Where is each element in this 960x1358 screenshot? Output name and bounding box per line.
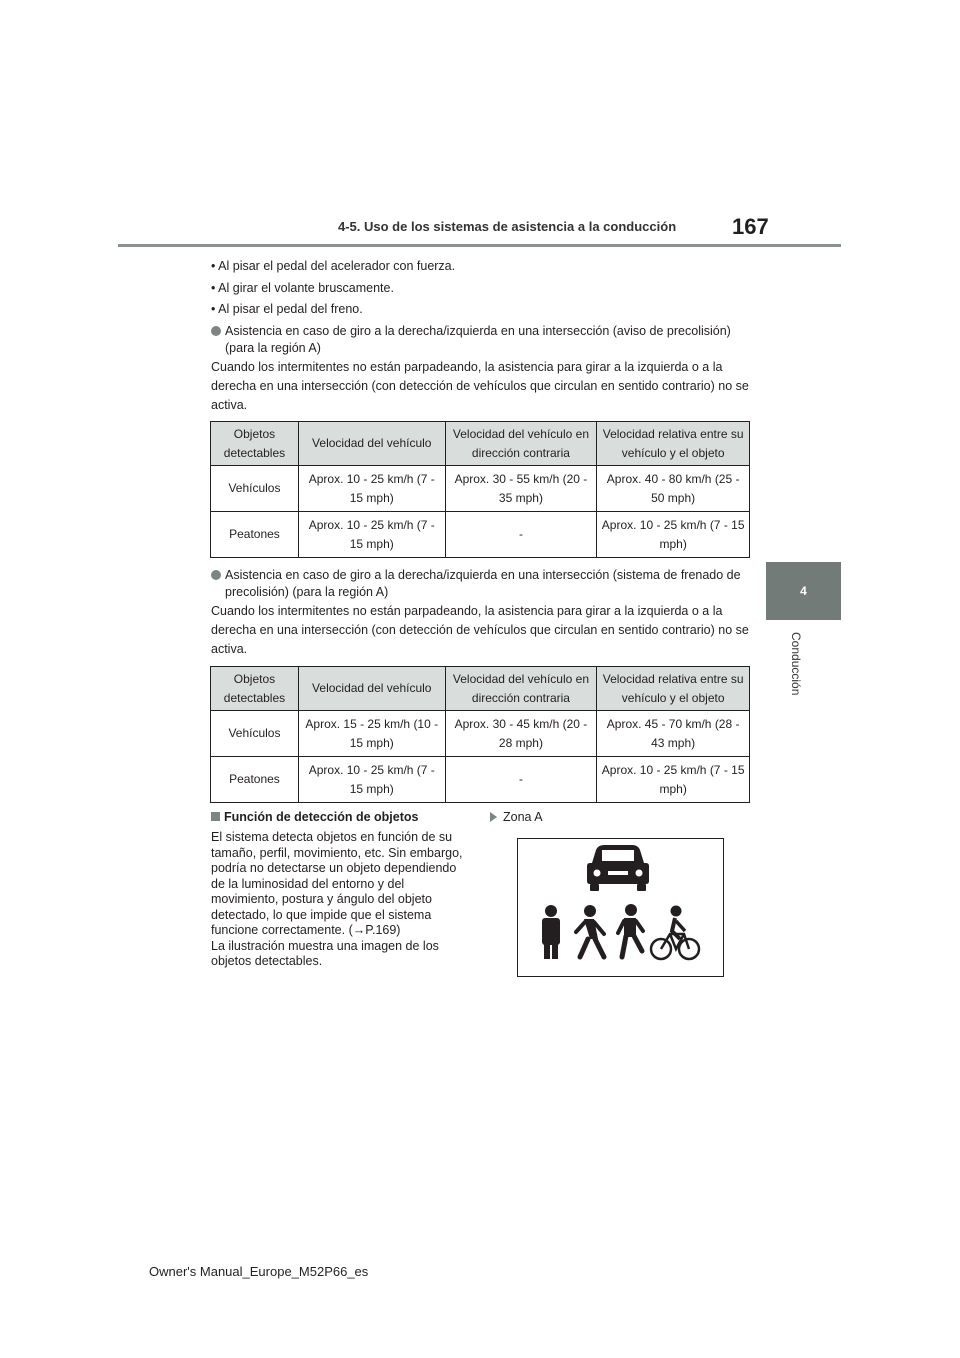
table-cell: Aprox. 30 - 45 km/h (20 - 28 mph) [445,711,597,757]
table-header-cell: Velocidad relativa entre su vehículo y el objeto [597,667,750,711]
circle-bullet-icon [211,326,221,336]
pedestrian-standing-icon [542,905,560,959]
table-cell: Aprox. 10 - 25 km/h (7 - 15 mph) [597,512,750,558]
section2-heading [211,567,751,601]
section2-text: Cuando los intermitentes no están parpadeando, la asistencia para girar a la izquierda o a la derecha en una intersección (con detección de vehículos que circulan en sentido contrario) no se activa. [211,604,749,656]
table-row [211,757,750,803]
bullet-item: • Al pisar el pedal del acelerador con fuerza. [211,259,456,273]
table-cell: - [445,757,597,803]
table-row [211,512,750,558]
table-cell: Aprox. 30 - 55 km/h (20 - 35 mph) [445,466,597,512]
section1-text: Cuando los intermitentes no están parpadeando, la asistencia para girar a la izquierda o a la derecha en una intersección (con detección de vehículos que circulan en sentido contrario) no se activa. [211,360,749,412]
table-header-cell: Velocidad del vehículo [298,667,445,711]
triangle-right-icon [490,812,497,822]
zone-label [490,810,543,824]
zone-label-text: Zona A [503,810,543,824]
table-row [211,466,750,512]
footer-text: Owner's Manual_Europe_M52P66_es [149,1264,369,1279]
section1-heading-text: Asistencia en caso de giro a la derecha/izquierda en una intersección (aviso de precolisión) (para la región A) [225,324,731,355]
bullet-item: • Al girar el volante bruscamente. [211,281,394,295]
detection-body-text: El sistema detecta objetos en función de su tamaño, perfil, movimiento, etc. Sin embargo, podría no detectarse un objeto dependiendo de la luminosidad del entorno y del movimiento, postura y ángulo del objeto detectado, lo que impide que el sistema funcione correctamente. ( [211,830,463,937]
detection-body-text-2: La ilustración muestra una imagen de los objetos detectables. [211,938,439,968]
table-cell: Peatones [211,512,299,558]
table-header-row [211,667,750,711]
table-header-cell: Objetos detectables [211,667,299,711]
table-cell: Aprox. 10 - 25 km/h (7 - 15 mph) [298,466,445,512]
chapter-label [789,632,805,712]
table-header-cell: Velocidad del vehículo en dirección contraria [445,422,597,466]
table-header-cell: Velocidad del vehículo [298,422,445,466]
pedestrian-walking-icon [576,905,604,957]
detection-body [211,830,469,970]
page-reference-link[interactable]: P.169) [365,923,401,937]
table-row [211,711,750,757]
chapter-label-text: Conducción [789,632,803,696]
table-cell: Aprox. 40 - 80 km/h (25 - 50 mph) [597,466,750,512]
bicycle-icon [651,906,699,960]
chapter-tab: 4 [766,562,841,620]
table-cell: Vehículos [211,711,299,757]
section2-table [210,666,750,803]
page-number: 167 [732,214,769,239]
header-rule [118,244,841,247]
section-title: 4-5. Uso de los sistemas de asistencia a la conducción [338,219,677,234]
circle-bullet-icon [211,570,221,580]
table-header-row [211,422,750,466]
table-cell: Aprox. 45 - 70 km/h (28 - 43 mph) [597,711,750,757]
table-cell: Peatones [211,757,299,803]
detection-heading [211,810,418,824]
table-cell: Aprox. 10 - 25 km/h (7 - 15 mph) [298,512,445,558]
table-cell: Aprox. 10 - 25 km/h (7 - 15 mph) [597,757,750,803]
section1-heading [211,323,751,357]
square-bullet-icon [211,812,220,821]
table-cell: Aprox. 10 - 25 km/h (7 - 15 mph) [298,757,445,803]
detection-heading-text: Función de detección de objetos [224,810,419,824]
detectable-objects-illustration [517,838,724,977]
table-cell: - [445,512,597,558]
illustration-svg [518,839,723,976]
section2-heading-text: Asistencia en caso de giro a la derecha/izquierda en una intersección (sistema de frenado de precolisión) (para la región A) [225,568,741,599]
bullet-item: • Al pisar el pedal del freno. [211,302,363,316]
table-header-cell: Velocidad relativa entre su vehículo y el objeto [597,422,750,466]
car-icon [587,845,649,891]
section1-table [210,421,750,558]
table-header-cell: Objetos detectables [211,422,299,466]
table-header-cell: Velocidad del vehículo en dirección contraria [445,667,597,711]
table-cell: Aprox. 15 - 25 km/h (10 - 15 mph) [298,711,445,757]
pedestrian-running-icon [618,904,643,957]
arrow-right-icon: → [352,923,366,937]
table-cell: Vehículos [211,466,299,512]
